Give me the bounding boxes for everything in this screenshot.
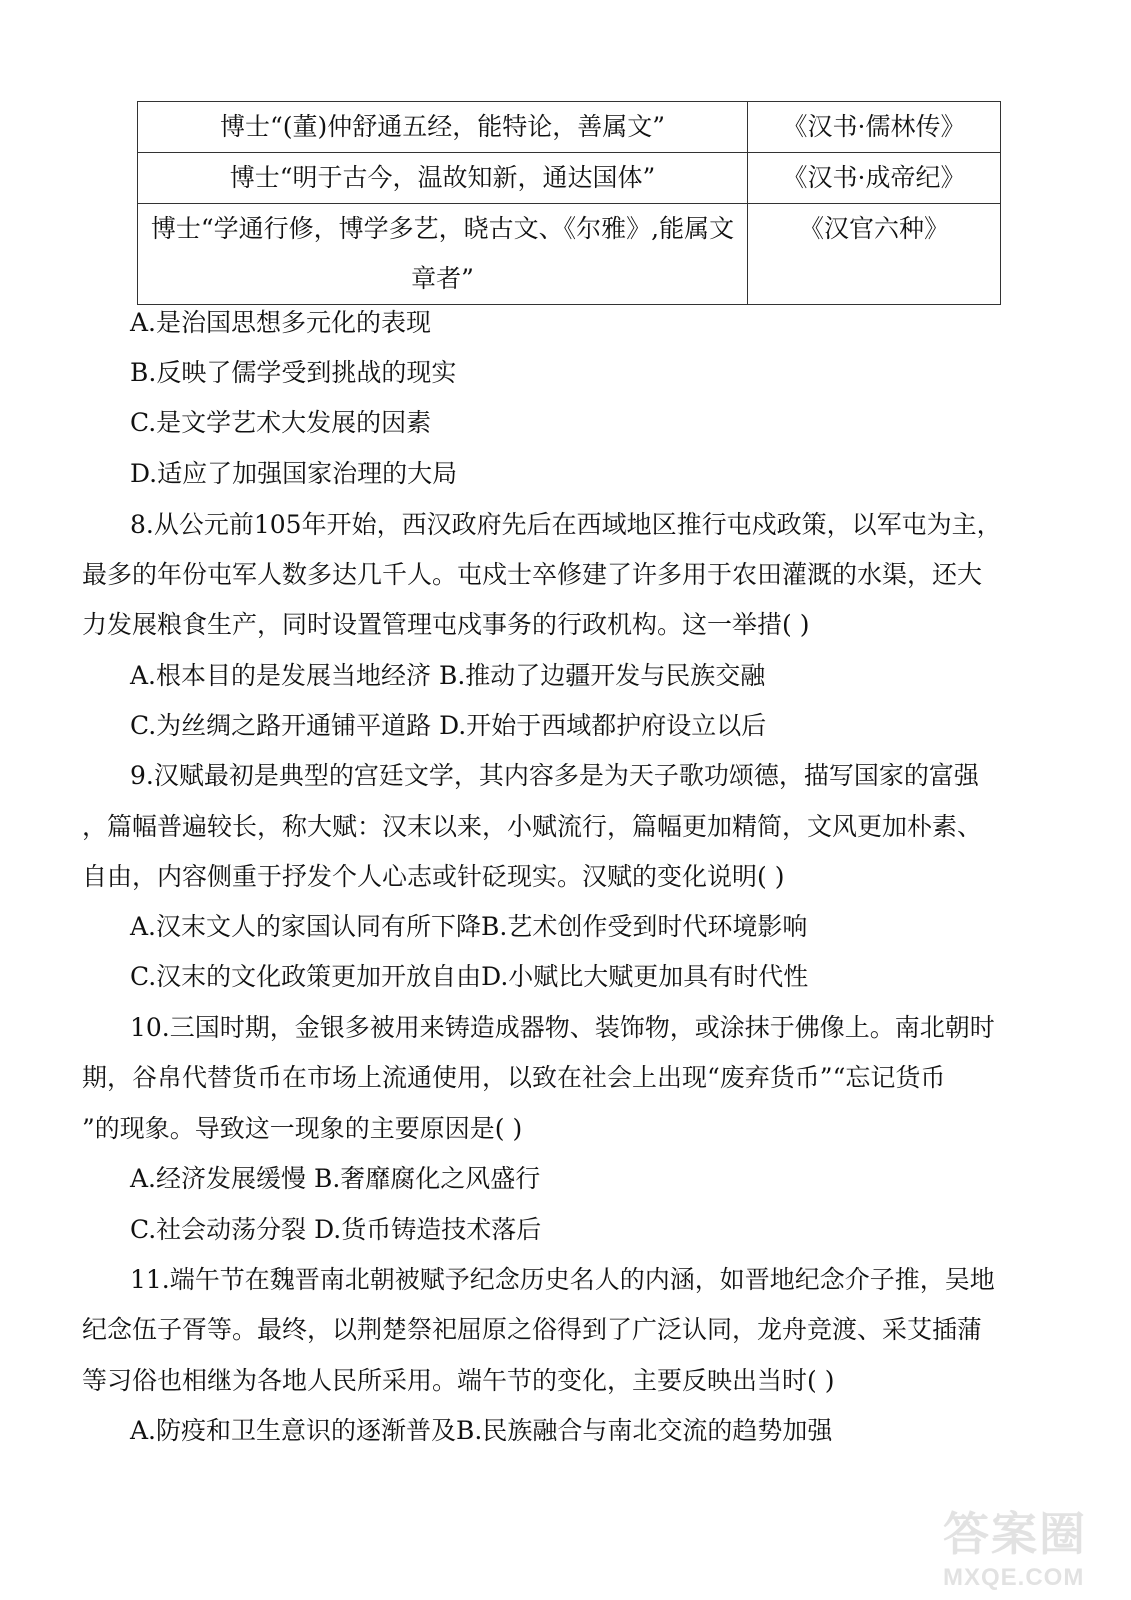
q8-stem-line: 8.从公元前105年开始，西汉政府先后在西域地区推行屯戍政策，以军屯为主，: [130, 510, 1002, 539]
watermark-url: MXQE.COM: [943, 1564, 1085, 1591]
q7-option-c: C.是文学艺术大发展的因素: [130, 408, 432, 437]
table-row: [138, 153, 1001, 204]
q10-options-cd: C.社会动荡分裂 D.货币铸造技术落后: [130, 1215, 542, 1244]
q7-option-b: B.反映了儒学受到挑战的现实: [130, 358, 457, 387]
table-row: [138, 204, 1001, 305]
watermark-logo: [943, 1498, 1093, 1591]
q10-options-ab: A.经济发展缓慢 B.奢靡腐化之风盛行: [130, 1164, 541, 1193]
q9-options-ab: A.汉末文人的家国认同有所下降B.艺术创作受到时代环境影响: [130, 912, 808, 941]
table-quote-cell: 博士“(董)仲舒通五经，能特论，善属文”: [138, 102, 748, 153]
table-row: [138, 102, 1001, 153]
table-quote-cell: 博士“学通行修，博学多艺，晓古文、《尔雅》,能属文章者”: [138, 204, 748, 305]
watermark-logo-text: 答案圈: [943, 1507, 1087, 1561]
q8-options-ab: A.根本目的是发展当地经济 B.推动了边疆开发与民族交融: [130, 661, 766, 690]
q8-stem-line: 最多的年份屯军人数多达几千人。屯戍士卒修建了许多用于农田灌溉的水渠，还大: [82, 560, 983, 589]
source-table: [137, 101, 1001, 305]
q9-stem-line: 9.汉赋最初是典型的宫廷文学，其内容多是为天子歌功颂德，描写国家的富强: [130, 761, 979, 790]
q11-stem-line: 等习俗也相继为各地人民所采用。端午节的变化，主要反映出当时( ): [82, 1366, 835, 1395]
q10-stem-line: ”的现象。导致这一现象的主要原因是( ): [82, 1114, 523, 1143]
q9-stem-line: 自由，内容侧重于抒发个人心志或针砭现实。汉赋的变化说明( ): [82, 862, 785, 891]
table-source-cell: 《汉书·儒林传》: [748, 102, 1001, 153]
q8-stem-line: 力发展粮食生产，同时设置管理屯戍事务的行政机构。这一举措( ): [82, 610, 810, 639]
q7-option-d: D.适应了加强国家治理的大局: [130, 459, 458, 488]
q8-options-cd: C.为丝绸之路开通铺平道路 D.开始于西域都护府设立以后: [130, 711, 767, 740]
table-source-cell: 《汉书·成帝纪》: [748, 153, 1001, 204]
q10-stem-line: 期，谷帛代替货币在市场上流通使用，以致在社会上出现“废弃货币”“忘记货币: [82, 1063, 946, 1092]
q9-stem-line: ，篇幅普遍较长，称大赋：汉末以来，小赋流行，篇幅更加精简，文风更加朴素、: [82, 812, 983, 841]
q10-stem-line: 10.三国时期，金银多被用来铸造成器物、装饰物，或涂抹于佛像上。南北朝时: [130, 1013, 995, 1042]
q11-stem-line: 11.端午节在魏晋南北朝被赋予纪念历史名人的内涵，如晋地纪念介子推，吴地: [130, 1265, 995, 1294]
q11-options-ab: A.防疫和卫生意识的逐渐普及B.民族融合与南北交流的趋势加强: [130, 1416, 833, 1445]
q7-option-a: A.是治国思想多元化的表现: [130, 308, 432, 337]
q9-options-cd: C.汉末的文化政策更加开放自由D.小赋比大赋更加具有时代性: [130, 962, 809, 991]
table-source-cell: 《汉官六种》: [748, 204, 1001, 305]
q11-stem-line: 纪念伍子胥等。最终，以荆楚祭祀屈原之俗得到了广泛认同，龙舟竞渡、采艾插蒲: [82, 1315, 983, 1344]
table-quote-cell: 博士“明于古今，温故知新，通达国体”: [138, 153, 748, 204]
